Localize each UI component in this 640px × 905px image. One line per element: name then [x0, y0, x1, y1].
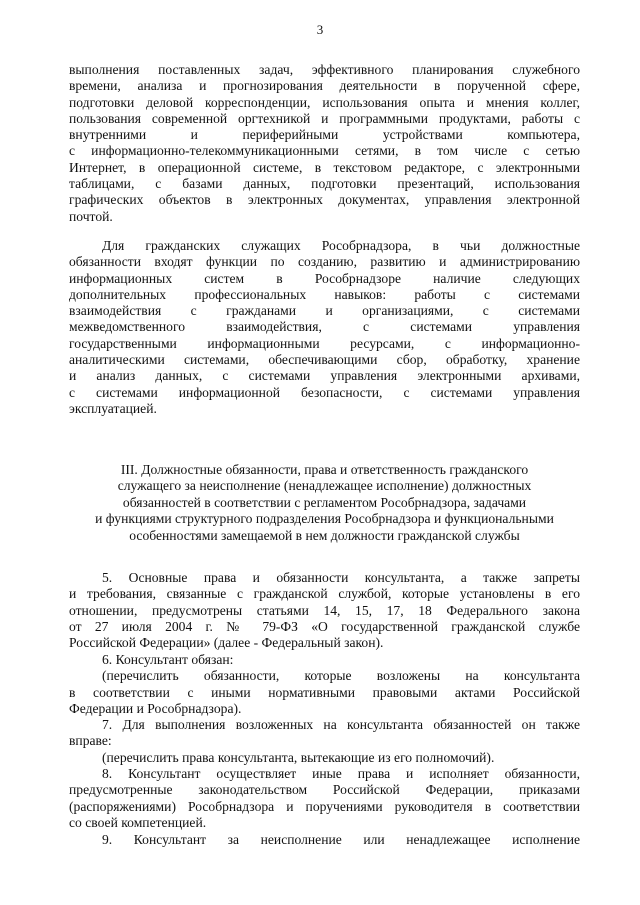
text-line: со своей компетенцией. — [69, 814, 207, 830]
text-line: и анализ данных, с системами управления электронными архивами, — [69, 368, 580, 384]
text-line: аналитическими системами, обеспечивающими сбор, обработку, хранение — [69, 352, 580, 368]
text-line: от 27 июля 2004 г. № 79-ФЗ «О государственной гражданской службе — [69, 618, 580, 634]
text-line: 6. Консультант обязан: — [102, 652, 234, 667]
heading-line: служащего за неисполнение (ненадлежащее исполнение) должностных — [117, 478, 532, 494]
text-line: графических объектов в электронных документах, управления электронной — [69, 192, 580, 208]
paragraph-item-7 — [69, 717, 580, 766]
heading-line: особенностями замещаемой в нем должности гражданской службы — [129, 527, 520, 543]
text-line: подготовки деловой корреспонденции, использования опыта и мнения коллег, — [69, 94, 580, 110]
text-line: времени, анализа и прогнозирования деятельности в порученной сфере, — [69, 78, 580, 94]
text-line: межведомственного взаимодействия, с системами управления — [69, 319, 580, 335]
text-line: 7. Для выполнения возложенных на консультанта обязанностей он также — [102, 717, 580, 732]
text-line: Российской Федерации» (далее - Федеральный закон). — [69, 635, 384, 651]
text-line: дополнительных профессиональных навыков: работы с системами — [69, 286, 580, 302]
text-line: обязанности входят функции по созданию, развитию и администрированию — [69, 254, 580, 270]
text-line: почтой. — [69, 208, 113, 224]
text-line: информационных систем в Рособрнадзоре наличие следующих — [69, 270, 580, 286]
page-number: 3 — [316, 22, 324, 37]
text-line: 9. Консультант за неисполнение или ненадлежащее исполнение — [102, 832, 580, 847]
paragraph-item-8 — [69, 766, 580, 831]
text-line: эксплуатацией. — [69, 400, 157, 416]
text-line: с информационно-телекоммуникационными сетями, в том числе с сетью — [69, 143, 580, 159]
text-line: взаимодействия с гражданами и организациями, с системами — [69, 303, 580, 319]
text-line: вправе: — [69, 733, 112, 749]
heading-line: III. Должностные обязанности, права и ответственность гражданского — [120, 462, 529, 477]
text-line: и требования, связанные с гражданской службой, которые установлены в его — [69, 586, 580, 602]
text-line: Интернет, в операционной системе, в текстовом редакторе, с электронными — [69, 159, 580, 175]
paragraph-item-5 — [69, 570, 580, 651]
text-line: предусмотренные законодательством Российской Федерации, приказами — [69, 782, 580, 798]
text-line: отношении, предусмотрены статьями 14, 15, 17, 18 Федерального закона — [69, 602, 580, 618]
text-line: выполнения поставленных задач, эффективного планирования служебного — [69, 62, 580, 77]
heading-line: и функциями структурного подразделения Рособрнадзора и функциональными — [95, 511, 554, 527]
text-line: 8. Консультант осуществляет иные права и исполняет обязанности, — [102, 766, 580, 781]
section-heading — [69, 462, 580, 544]
text-line: государственными информационными ресурсами, с информационно- — [69, 335, 580, 351]
text-line: (перечислить обязанности, которые возложены на консультанта — [102, 668, 580, 684]
paragraph-skills — [69, 62, 580, 225]
heading-line: обязанностей в соответствии с регламентом Рособрнадзора, задачами — [122, 494, 527, 510]
text-line: Федерации и Рособрнадзора). — [69, 700, 242, 716]
text-line: Для гражданских служащих Рособрнадзора, в чьи должностные — [102, 238, 580, 253]
text-line: пользования современной оргтехникой и программными продуктами, работы с — [69, 110, 580, 126]
text-line: (распоряжениями) Рособрнадзора и поручениями руководителя в соответствии — [69, 798, 580, 814]
text-line: (перечислить права консультанта, вытекающие из его полномочий). — [102, 749, 495, 765]
text-line: с системами информационной безопасности, с системами управления — [69, 384, 580, 400]
paragraph-additional-skills — [69, 238, 580, 417]
text-line: 5. Основные права и обязанности консультанта, а также запреты — [102, 570, 580, 585]
text-line: внутренними и периферийными устройствами компьютера, — [69, 127, 580, 143]
paragraph-item-6 — [69, 652, 580, 717]
paragraph-item-9 — [69, 832, 580, 848]
text-line: в соответствии с иными нормативными правовыми актами Российской — [69, 684, 580, 700]
text-line: таблицами, с базами данных, подготовки презентаций, использования — [69, 176, 580, 192]
